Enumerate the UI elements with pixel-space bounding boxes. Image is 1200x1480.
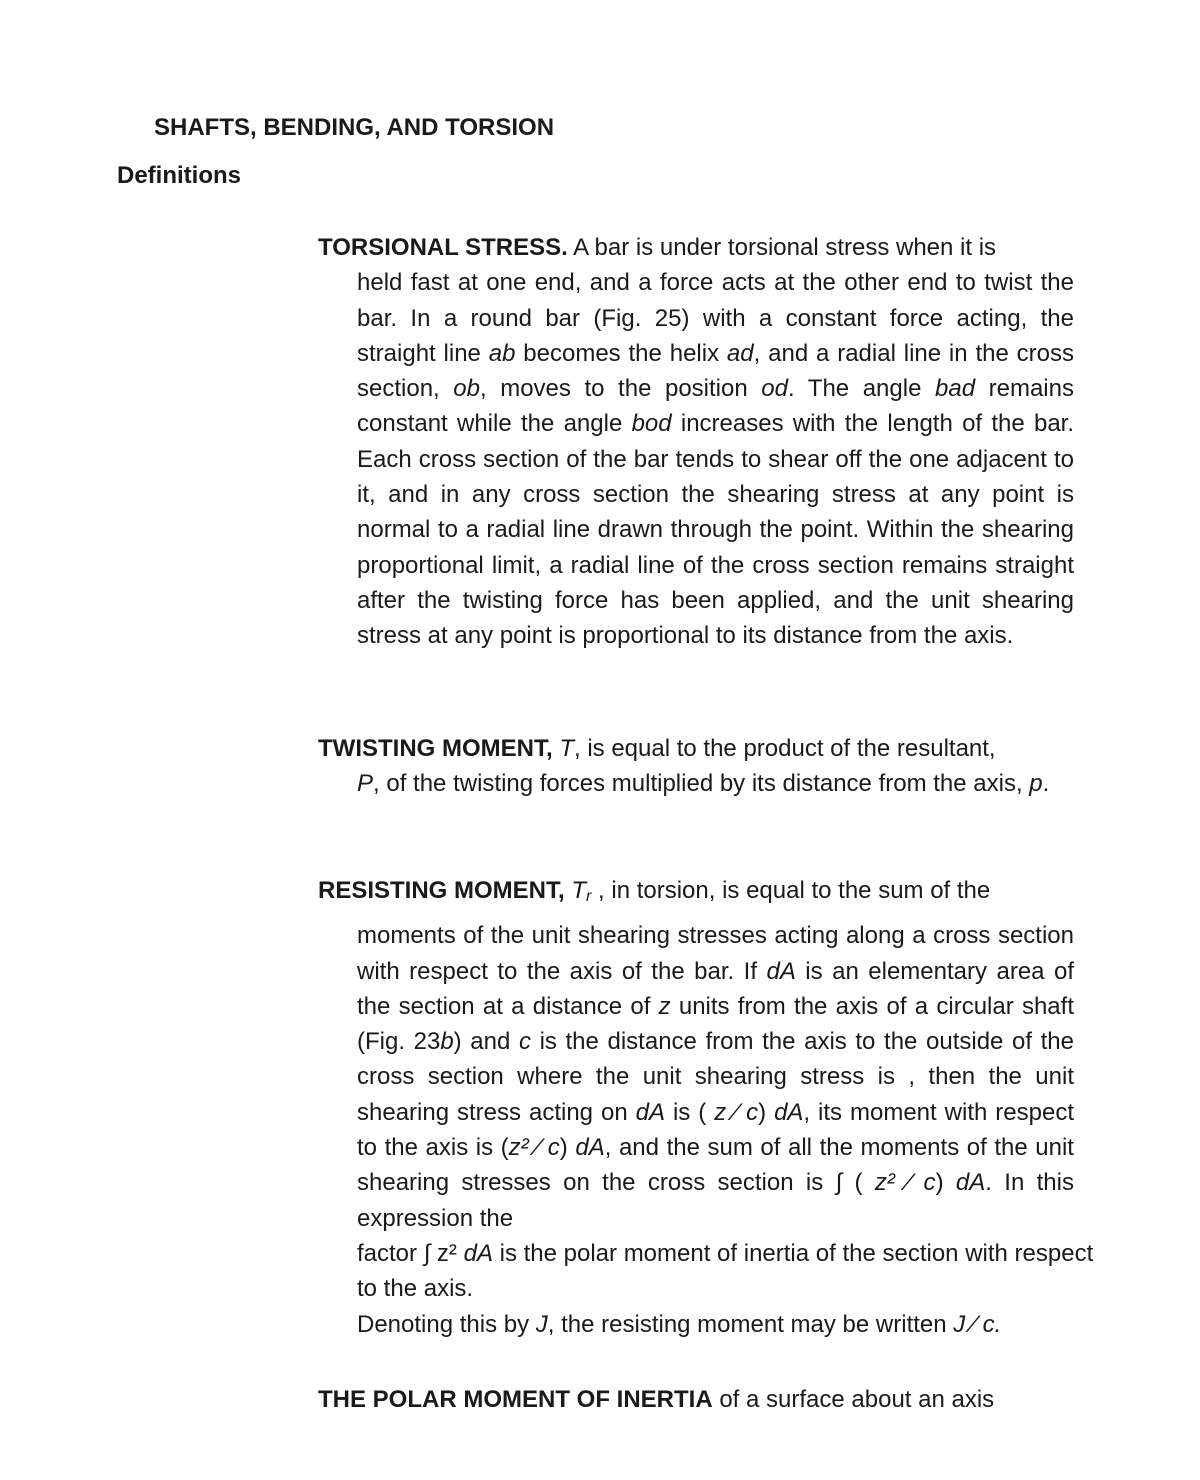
definition-term: TWISTING MOMENT,	[318, 735, 553, 762]
definition-term: THE POLAR MOMENT OF INERTIA	[318, 1386, 713, 1413]
italic-run: T	[559, 735, 574, 762]
italic-run: ob	[453, 375, 480, 403]
definition-term: TORSIONAL STRESS.	[318, 234, 568, 261]
definition-first-line	[318, 873, 1074, 914]
definition-body: moments of the unit shearing stresses acting along a cross section with respect to the axis of the bar. If dA is an elementary area of the section at a distance of z units from the axis of a circular shaft (Fig. 23b) and c is the distance from the axis to the outside of the cross section where the unit shearing stress is , then the unit shearing stress acting on dA is ( z ⁄ c) dA, its moment with respect to the axis is (z² ⁄ c) dA, and the sum of all the moments of the unit shearing stresses on the cross section is ∫ ( z² ⁄ c) dA. In this expression the	[357, 922, 1075, 1232]
resisting-moment-subscript: r	[586, 888, 592, 905]
italic-run: J	[535, 1310, 548, 1338]
definition-polar-moment	[318, 1382, 1074, 1417]
italic-run: z² ⁄ c	[862, 1169, 936, 1197]
italic-run: z	[658, 992, 671, 1020]
italic-run: od	[761, 375, 788, 403]
italic-run: dA	[635, 1098, 665, 1126]
definition-resisting-moment	[318, 873, 1094, 1342]
italic-run: b	[440, 1028, 454, 1056]
resisting-moment-formula-line: Denoting this by J, the resisting moment may be written J ⁄ c.	[357, 1310, 1002, 1338]
definition-twisting-moment	[318, 731, 1074, 802]
italic-run: J ⁄ c.	[953, 1310, 1002, 1338]
italic-run: ad	[726, 339, 754, 367]
definition-lead: of a surface about an axis	[712, 1386, 995, 1413]
section-heading: Definitions	[117, 162, 241, 189]
definition-first-line	[318, 731, 1074, 766]
definition-lead: T, is equal to the product of the resultant,	[559, 735, 996, 762]
italic-run: dA	[955, 1169, 986, 1197]
italic-run: dA	[766, 957, 796, 985]
italic-run: dA	[774, 1098, 804, 1126]
definition-lead: A bar is under torsional stress when it is	[567, 234, 997, 261]
definition-body: P, of the twisting forces multiplied by its distance from the axis, p.	[357, 770, 1050, 798]
page-title: SHAFTS, BENDING, AND TORSION	[154, 114, 555, 141]
italic-run: c	[518, 1028, 531, 1056]
definition-first-line	[318, 1382, 1074, 1417]
resisting-moment-symbol: T	[571, 877, 587, 904]
italic-run: P	[357, 770, 374, 798]
definition-lead: , in torsion, is equal to the sum of the	[591, 877, 991, 904]
polar-moment-factor-line: factor ∫ z² dA is the polar moment of inertia of the section with respect to the axis.	[357, 1239, 1094, 1303]
italic-run: dA	[575, 1134, 605, 1162]
definition-term: RESISTING MOMENT,	[318, 877, 565, 904]
definition-torsional-stress	[318, 230, 1074, 654]
italic-run: z² ⁄ c	[508, 1134, 560, 1162]
italic-run: z ⁄ c	[706, 1098, 759, 1126]
italic-run: dA	[463, 1239, 493, 1267]
italic-run: bad	[935, 375, 976, 403]
italic-run: p	[1029, 770, 1043, 798]
italic-run: bod	[631, 410, 672, 438]
definition-body: held fast at one end, and a force acts at the other end to twist the bar. In a round bar (Fig. 25) with a constant force acting, the straight line ab becomes the helix ad, and a radial line in the cross section, ob, moves to the position od. The angle bad remains constant while the angle bod increases with the length of the bar. Each cross section of the bar tends to shear off the one adjacent to it, and in any cross section the shearing stress at any point is normal to a radial line drawn through the point. Within the shearing proportional limit, a radial line of the cross section remains straight after the twisting force has been applied, and the unit shearing stress at any point is proportional to its distance from the axis.	[357, 269, 1074, 650]
definition-first-line	[318, 230, 1074, 265]
italic-run: ab	[488, 339, 516, 367]
